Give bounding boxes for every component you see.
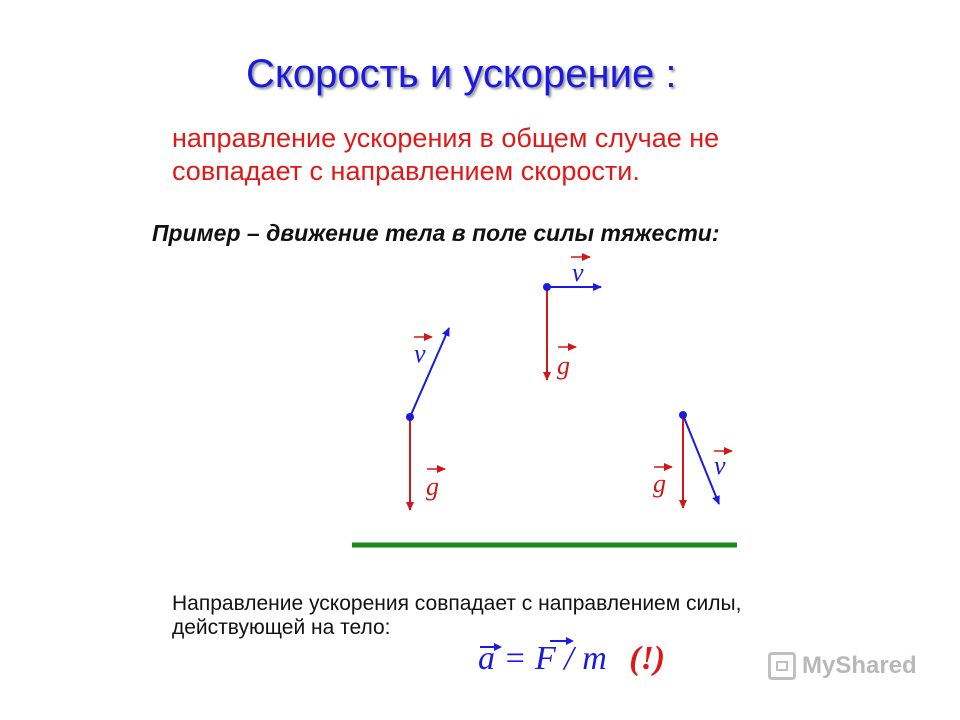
body-point-top (543, 283, 551, 291)
newton-formula (478, 640, 665, 678)
formula-a: a (478, 640, 495, 677)
watermark (768, 652, 917, 680)
slide-subtitle: направление ускорения в общем случае не совпадает с направлением скорости. (172, 123, 720, 186)
body-point-left (406, 413, 414, 421)
formula-exclamation: (!) (629, 640, 666, 677)
formula-mass: m (582, 640, 607, 677)
body-position-left (406, 328, 449, 510)
velocity-label-right: v (714, 451, 726, 480)
formula-equals: = (503, 640, 527, 677)
formula-force: F (534, 640, 556, 677)
slide-title: Скорость и ускорение : (246, 52, 677, 96)
watermark-text: MyShared (802, 652, 917, 679)
body-position-right (653, 411, 732, 508)
formula-slash: / (564, 640, 574, 677)
gravity-label-top: g (557, 351, 570, 380)
direction-note: Направление ускорения совпадает с направлением силы, действующей на тело: (172, 592, 742, 639)
velocity-label-left: v (414, 339, 426, 368)
gravity-label-right: g (653, 469, 666, 498)
body-point-right (679, 411, 687, 419)
myshared-logo-icon (768, 652, 796, 680)
gravity-label-left: g (426, 472, 439, 501)
body-position-top (543, 257, 601, 380)
example-heading: Пример – движение тела в поле силы тяжести: (152, 220, 720, 246)
velocity-label-top: v (572, 258, 584, 287)
